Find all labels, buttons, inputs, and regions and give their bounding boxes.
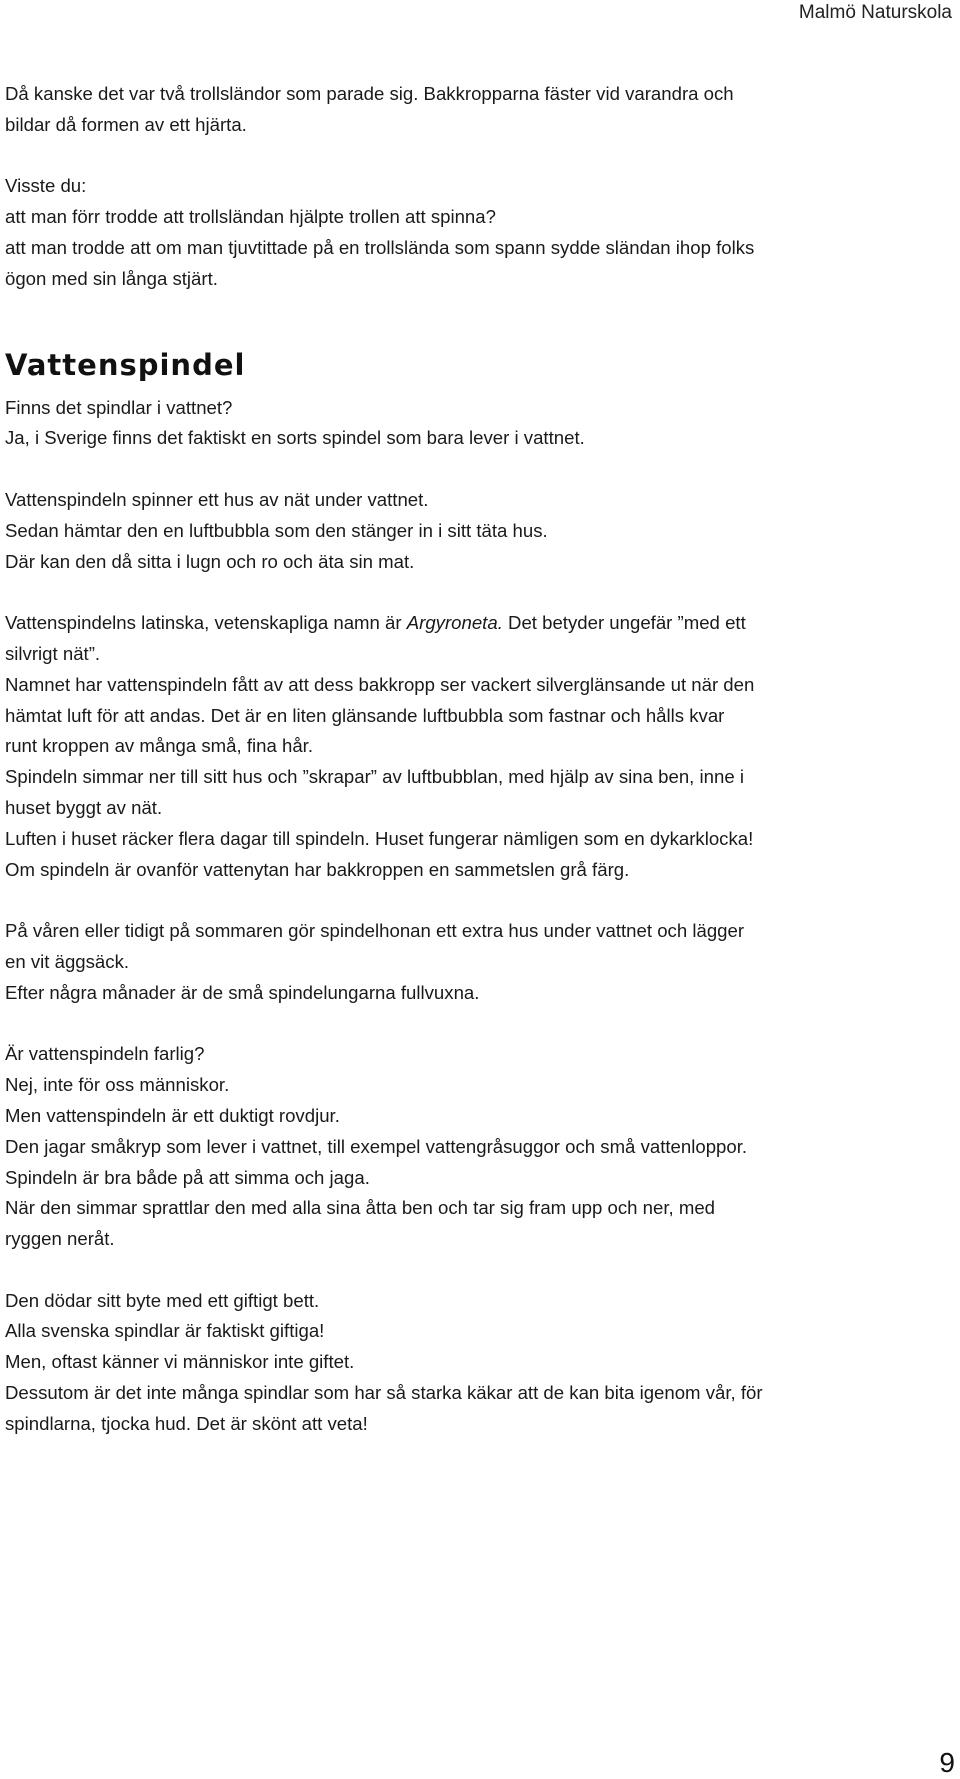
page-number: 9 [939, 1747, 955, 1778]
text-line: Den dödar sitt byte med ett giftigt bett. [5, 1289, 320, 1311]
text-line: silvrigt nät”. [5, 642, 101, 664]
text-line: en vit äggsäck. [5, 950, 130, 972]
text-line: att man förr trodde att trollsländan hjälpte trollen att spinna? [5, 206, 496, 228]
text-line: Vattenspindeln spinner ett hus av nät under vattnet. [5, 488, 429, 510]
text-line: På våren eller tidigt på sommaren gör spindelhonan ett extra hus under vattnet och lägger [5, 920, 745, 942]
paragraph [5, 1039, 955, 1255]
text-line: bildar då formen av ett hjärta. [5, 113, 247, 135]
text-line: Alla svenska spindlar är faktiskt giftiga! [5, 1320, 325, 1342]
text-line: Visste du: [5, 175, 87, 197]
header-brand: Malmö Naturskola [798, 2, 952, 23]
text-line: Luften i huset räcker flera dagar till spindeln. Huset fungerar nämligen som en dykarklocka! [5, 827, 754, 849]
text-line: Spindeln simmar ner till sitt hus och ”skrapar” av luftbubblan, med hjälp av sina ben, inne i [5, 766, 744, 788]
text-line: Om spindeln är ovanför vattenytan har bakkroppen en sammetslen grå färg. [5, 858, 630, 880]
paragraph [5, 171, 955, 294]
text-line: Namnet har vattenspindeln fått av att dess bakkropp ser vackert silverglänsande ut när den [5, 673, 755, 695]
text-line: huset byggt av nät. [5, 796, 163, 818]
text-line: Dessutom är det inte många spindlar som har så starka käkar att de kan bita igenom vår, för [5, 1382, 763, 1404]
text-line: Den jagar småkryp som lever i vattnet, till exempel vattengråsuggor och små vattenloppor. [5, 1135, 748, 1157]
text-line: Ja, i Sverige finns det faktiskt en sorts spindel som bara lever i vattnet. [5, 427, 585, 449]
text-line: Då kanske det var två trollsländor som parade sig. Bakkropparna fäster vid varandra och [5, 83, 734, 104]
text-line: att man trodde att om man tjuvtittade på en trollslända som spann sydde sländan ihop folks [5, 236, 755, 258]
text-line: runt kroppen av många små, fina hår. [5, 735, 314, 757]
text-line: Finns det spindlar i vattnet? [5, 396, 233, 418]
text-line: spindlarna, tjocka hud. Det är skönt att veta! [5, 1412, 368, 1434]
paragraph [5, 608, 955, 885]
text-line [5, 608, 955, 639]
text-line: hämtat luft för att andas. Det är en liten glänsande luftbubbla som fastnar och hålls kvar [5, 704, 725, 726]
text-line: Men vattenspindeln är ett duktigt rovdjur. [5, 1104, 340, 1126]
latin-name: Argyroneta. [406, 612, 503, 634]
text-line: Nej, inte för oss människor. [5, 1074, 230, 1096]
text-line: ögon med sin långa stjärt. [5, 267, 218, 289]
paragraph [5, 79, 955, 141]
text-line: Är vattenspindeln farlig? [5, 1043, 205, 1065]
document-body [5, 79, 955, 1440]
text-line: Efter några månader är de små spindelungarna fullvuxna. [5, 981, 480, 1003]
text-line: När den simmar sprattlar den med alla sina åtta ben och tar sig fram upp och ner, med [5, 1197, 716, 1219]
text-line: Spindeln är bra både på att simma och jaga. [5, 1166, 370, 1188]
text-segment: Vattenspindelns latinska, vetenskapliga namn är [5, 612, 407, 634]
text-segment: Det betyder ungefär ”med ett [502, 612, 746, 634]
text-line: Sedan hämtar den en luftbubbla som den stänger in i sitt täta hus. [5, 519, 548, 541]
section-heading: Vattenspindel [5, 347, 246, 382]
paragraph [5, 916, 955, 1008]
text-line: Där kan den då sitta i lugn och ro och äta sin mat. [5, 550, 415, 572]
paragraph [5, 485, 955, 577]
text-line: Men, oftast känner vi människor inte giftet. [5, 1351, 355, 1373]
paragraph [5, 1286, 955, 1440]
text-line: ryggen neråt. [5, 1228, 115, 1250]
paragraph [5, 393, 955, 455]
